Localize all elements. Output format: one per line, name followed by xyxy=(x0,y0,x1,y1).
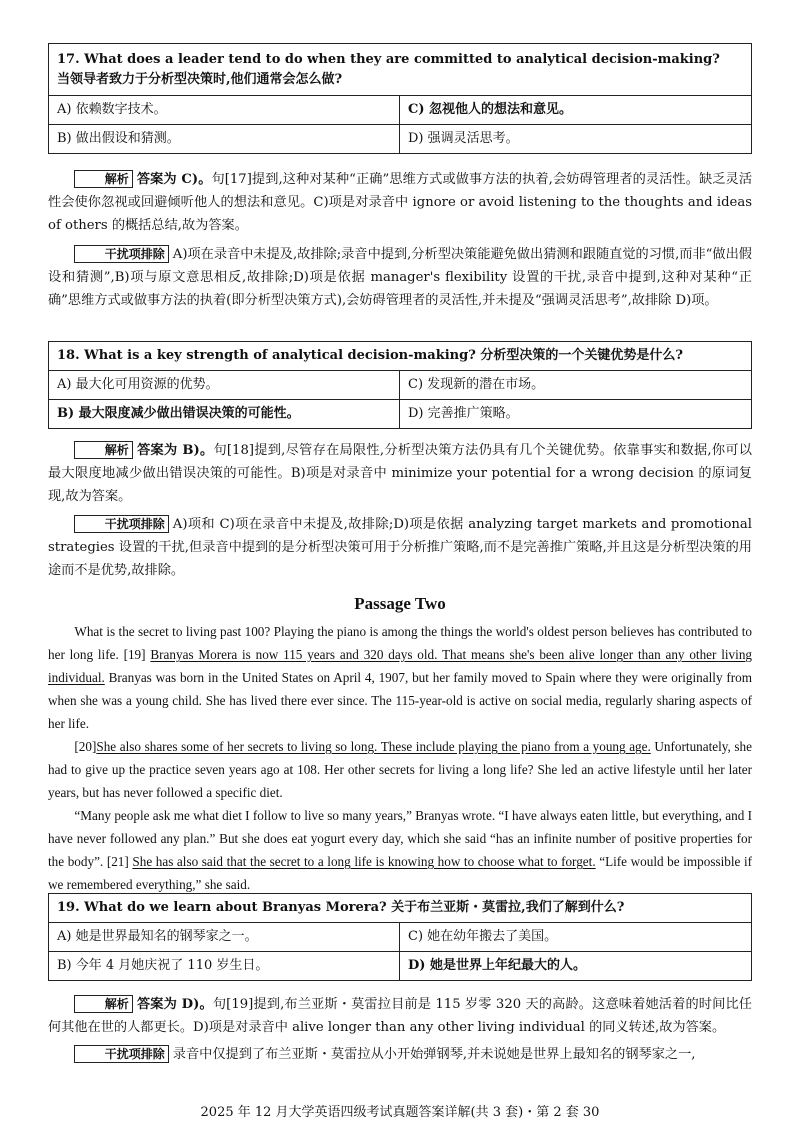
question-17-text: 17. What does a leader tend to do when they are committed to analytical decision-making? xyxy=(57,52,720,67)
question-19-text: 19. What do we learn about Branyas Morera? 关于布兰亚斯・莫雷拉,我们了解到什么? xyxy=(57,900,625,915)
passage-title: Passage Two xyxy=(354,594,446,613)
underlined-sentence-19: Branyas Morera is now 115 years and 320 days old. That means she's been alive longer than any other living individual. xyxy=(48,647,753,685)
analysis-17 xyxy=(48,168,752,237)
analysis-body: 句[19]提到,布兰亚斯・莫雷拉目前是 115 岁零 320 天的高龄。这意味着她活着的时间比任何其他在世的人都更长。D)项是对录音中 alive longer than any other living individual 的同义转述,故为答案。 xyxy=(48,997,752,1035)
option-c: C) 发现新的潜在市场。 xyxy=(408,377,545,392)
options-row xyxy=(49,125,751,153)
option-b: B) 今年 4 月她庆祝了 110 岁生日。 xyxy=(49,952,400,980)
option-d: D) 完善推广策略。 xyxy=(408,406,519,421)
distractor-body: A)项在录音中未提及,故排除;录音中提到,分析型决策能避免做出猜测和跟随直觉的习惯,而非“做出假设和猜测”,B)项与原文意思相反,故排除;D)项是依据 manager's flexibility 设置的干扰,录音中提到,这种对某种“正确”思维方式或做事方法的执着(即分析型决策方式),会妨碍管理者的灵活性,并未提及“强调灵活思考”,故排除 D)项。 xyxy=(48,247,752,308)
question-19-header xyxy=(49,894,751,923)
passage-text: [20] xyxy=(74,739,97,754)
options-row xyxy=(49,400,751,428)
answer-text: 答案为 D)。 xyxy=(136,997,213,1012)
page-footer: 2025 年 12 月大学英语四级考试真题答案详解(共 3 套)・第 2 套 30 xyxy=(200,1105,600,1120)
passage-paragraph-1 xyxy=(48,620,752,735)
distractor-body: A)项和 C)项在录音中未提及,故排除;D)项是依据 analyzing target markets and promotional strategies 设置的干扰,但录音中提到的是分析型决策可用于分析推广策略,而不是完善推广策略,并且这是分析型决策的用途而不是优势,故排除。 xyxy=(48,517,752,578)
option-b: B) 最大限度减少做出错误决策的可能性。 xyxy=(49,400,400,428)
question-18-text: 18. What is a key strength of analytical decision-making? 分析型决策的一个关键优势是什么? xyxy=(57,348,683,363)
options-row xyxy=(49,371,751,400)
option-a: A) 最大化可用资源的优势。 xyxy=(49,371,400,399)
distractor-body: 录音中仅提到了布兰亚斯・莫雷拉从小开始弹钢琴,并未说她是世界上最知名的钢琴家之一, xyxy=(172,1047,696,1062)
question-19-box xyxy=(48,893,752,981)
option-d: D) 强调灵活思考。 xyxy=(408,131,519,146)
question-17-box xyxy=(48,43,752,154)
analysis-tag: 解析 xyxy=(74,995,132,1013)
answer-text: 答案为 B)。 xyxy=(136,443,214,458)
passage-text: What is the secret to living past 100? Playing the piano is among the things the world's oldest person believes has contributed to her long life. [19] xyxy=(48,624,752,662)
question-17-cn: 当领导者致力于分析型决策时,他们通常会怎么做? xyxy=(57,72,343,87)
distractor-tag: 干扰项排除 xyxy=(74,1045,168,1063)
distractor-tag: 干扰项排除 xyxy=(74,515,168,533)
analysis-19 xyxy=(48,993,752,1039)
analysis-tag: 解析 xyxy=(74,170,132,188)
analysis-body: 句[18]提到,尽管存在局限性,分析型决策方法仍具有几个关键优势。依靠事实和数据,你可以最大限度地减少做出错误决策的可能性。B)项是对录音中 minimize your potential for a wrong decision 的原词复现,故为答案。 xyxy=(48,443,752,504)
options-row xyxy=(49,952,751,980)
analysis-tag: 解析 xyxy=(74,441,132,459)
underlined-sentence-20: She also shares some of her secrets to living so long. These include playing the piano from a young age. xyxy=(96,739,651,754)
distractor-18 xyxy=(48,513,752,582)
passage-paragraph-2 xyxy=(48,735,752,804)
option-a: A) 她是世界最知名的钢琴家之一。 xyxy=(49,923,400,951)
distractor-19 xyxy=(48,1043,752,1066)
answer-text: 答案为 C)。 xyxy=(136,172,212,187)
underlined-sentence-21: She has also said that the secret to a long life is knowing how to choose what to forget. xyxy=(132,854,596,869)
option-c: C) 她在幼年搬去了美国。 xyxy=(408,929,558,944)
question-17-header xyxy=(49,44,751,96)
option-b: B) 做出假设和猜测。 xyxy=(49,125,400,153)
passage-text: Branyas was born in the United States on April 4, 1907, but her family moved to Spain where they were originally from when she was a young child. She has lived there ever since. The 115-year-old is active on social media, regularly sharing aspects of her life. xyxy=(48,670,752,731)
option-a: A) 依赖数字技术。 xyxy=(49,96,400,124)
options-row xyxy=(49,96,751,125)
question-18-box xyxy=(48,341,752,429)
analysis-body: 句[17]提到,这种对某种“正确”思维方式或做事方法的执着,会妨碍管理者的灵活性。缺乏灵活性会使你忽视或回避倾听他人的想法和意见。C)项是对录音中 ignore or avoid listening to the thoughts and ideas of others 的概括总结,故为答案。 xyxy=(48,172,753,233)
question-18-header xyxy=(49,342,751,371)
passage-text: “Life would be impossible if we remembered everything,” she said. xyxy=(48,854,753,892)
passage-text: “Many people ask me what diet I follow to live so many years,” Branyas wrote. “I have always eaten little, but everything, and I have never followed any plan.” But she does eat yogurt every day, which she said “has an infinite number of positive properties for the body”. [21] xyxy=(48,808,752,869)
option-c: C) 忽视他人的想法和意见。 xyxy=(408,102,573,117)
options-row xyxy=(49,923,751,952)
passage-paragraph-3 xyxy=(48,804,752,896)
distractor-17 xyxy=(48,243,752,312)
distractor-tag: 干扰项排除 xyxy=(74,245,168,263)
analysis-18 xyxy=(48,439,752,508)
passage-text: Unfortunately, she had to give up the practice seven years ago at 108. Her other secrets for living a long life? She led an active lifestyle until her later years, but has never followed a specific diet. xyxy=(48,739,752,800)
option-d: D) 她是世界上年纪最大的人。 xyxy=(408,958,586,973)
